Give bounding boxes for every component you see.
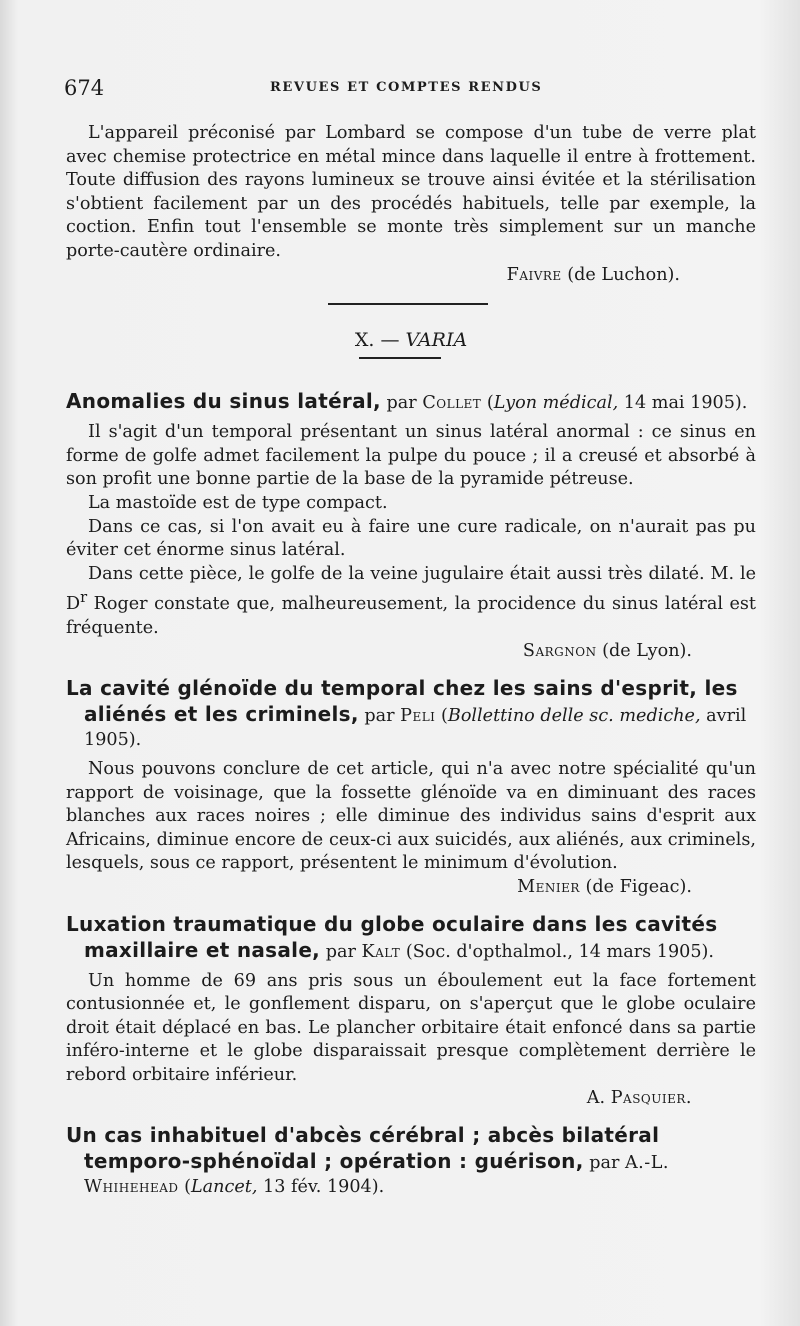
article-1-source: Lyon médical, [493,393,619,414]
intro-signature-place: (de Luchon). [567,264,680,285]
article-1-author: Collet [422,393,482,414]
page-number: 674 [64,76,105,100]
intro-signature-name: Faivre [506,264,562,285]
article-1-signature-place: (de Lyon). [602,641,692,662]
article-4-author: A.-L. Whihehead [84,1153,669,1198]
section-dash: — [380,329,400,352]
article-2-signature-place: (de Figeac). [585,876,692,897]
article-1-by: par [386,393,417,414]
section-title [66,327,756,353]
section-name: VARIA [405,329,468,352]
article-4-source-open: ( [184,1177,191,1198]
article-3-source: (Soc. d'opthalmol., [405,941,573,962]
section-number: X. [354,329,375,352]
article-1-paragraph-4-start: Dans cette pièce, le golfe de la veine jugulaire était aussi très dilaté. M. le D [66,563,756,615]
article-3-signature [66,1087,756,1111]
article-2-signature-name: Menier [517,876,580,897]
article-2-heading [66,676,756,752]
article-1-source-open: ( [486,393,494,414]
article-4-by: par [589,1153,620,1174]
running-title: REVUES ET COMPTES RENDUS [270,80,543,95]
article-1-title: Anomalies du sinus latéral, [66,389,381,414]
article-4-date: 13 fév. 1904). [263,1177,385,1198]
article-3-paragraph: Un homme de 69 ans pris sous un éboulement eut la face fortement contusionnée et, le gonflement disparu, on s'aperçut que le globe oculaire droit était déplacé en bas. Le plancher orbitaire était enfoncé dans sa partie inféro-interne et le globe disparaissait presque complètement derrière le rebord orbitaire inférieur. [66,970,756,1085]
article-3-author: Kalt [361,941,401,962]
intro-paragraph: L'appareil préconisé par Lombard se compose d'un tube de verre plat avec chemise protectrice en métal mince dans laquelle il entre à frottement. Toute diffusion des rayons lumineux se trouve ainsi évitée et la stérilisation s'obtient facilement par un des procédés habituels, telle par exemple, la coction. Enfin tout l'ensemble se monte très simplement sur un manche porte-cautère ordinaire. [66,123,756,261]
article-3-signature-name: Pasquier. [610,1088,692,1109]
article-2-source: Bollettino delle sc. mediche, [447,705,701,726]
article-3-by: par [325,941,356,962]
article-2-title: La cavité glénoïde du temporal chez les sains d'esprit, les aliénés et les criminels, [66,675,738,726]
section-rule-bottom [359,357,441,359]
article-4-heading [66,1123,756,1199]
article-2-signature [66,876,756,900]
article-1-date: 14 mai 1905). [623,393,748,414]
article-1-paragraph-3: Dans ce cas, si l'on avait eu à faire une cure radicale, on n'aurait pas pu éviter cet énorme sinus latéral. [66,516,756,561]
article-2-date: avril 1905). [84,705,747,750]
article-1-paragraph-1: Il s'agit d'un temporal présentant un sinus latéral anormal : ce sinus en forme de golfe admet facilement la pulpe du pouce ; il a creusé et absorbé à son profit une bonne partie de la base de la pyramide pétreuse. [66,422,756,490]
article-1-paragraph-4 [66,563,756,641]
article-1-paragraph-2: La mastoïde est de type compact. [88,492,388,513]
intro-signature [66,264,756,288]
article-3-date: 14 mars 1905). [578,941,714,962]
article-1-paragraph-4-end: Roger constate que, malheureusement, la procidence du sinus latéral est fréquente. [66,594,756,638]
article-1-signature-name: Sargnon [522,641,597,662]
doctor-superscript: r [80,589,88,607]
article-2-paragraph: Nous pouvons conclure de cet article, qui n'a avec notre spécialité qu'un rapport de voisinage, que la fossette glénoïde va en diminuant des races blanches aux races noires ; elle diminue des individus sains d'esprit aux Africains, diminue encore de ceux-ci aux suicidés, aux aliénés, aux criminels, lesquels, sous ce rapport, présentent le minimum d'évolution. [66,758,756,874]
article-3-heading [66,912,756,964]
page-header [64,76,750,104]
page-content [66,122,756,1199]
article-1-signature [66,640,756,664]
article-2-by: par [364,705,395,726]
article-1-heading [66,389,756,415]
article-3-signature-initial: A. [586,1088,606,1109]
article-4-title: Un cas inhabituel d'abcès cérébral ; abcès bilatéral temporo-sphénoïdal ; opération : guérison, [66,1123,660,1174]
article-2-source-open: ( [441,705,448,726]
article-3-title: Luxation traumatique du globe oculaire dans les cavités maxillaire et nasale, [66,911,718,962]
article-4-source: Lancet, [191,1177,258,1198]
article-2-author: Peli [400,705,436,726]
section-rule-top [328,303,488,305]
